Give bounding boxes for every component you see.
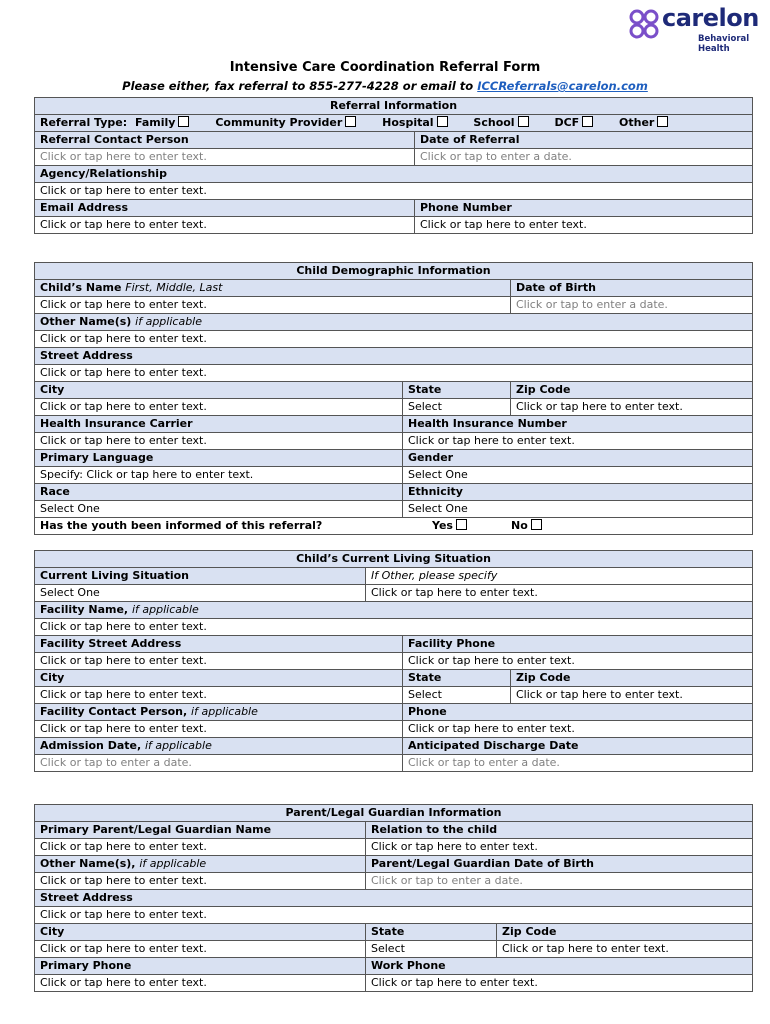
state-select[interactable]: Select bbox=[403, 399, 511, 416]
logo-wordmark: carelon bbox=[662, 4, 759, 32]
contact-person-input[interactable]: Click or tap here to enter text. bbox=[35, 149, 415, 166]
guardian-state-select[interactable]: Select bbox=[366, 941, 497, 958]
work-phone-label: Work Phone bbox=[366, 958, 753, 975]
informed-yes[interactable] bbox=[432, 518, 511, 534]
city-input[interactable]: Click or tap here to enter text. bbox=[35, 399, 403, 416]
city-label: City bbox=[35, 382, 403, 399]
label-text: Facility Contact Person, bbox=[40, 705, 188, 718]
guardian-name-input[interactable]: Click or tap here to enter text. bbox=[35, 839, 366, 856]
facility-name-label bbox=[35, 602, 753, 619]
checkbox-icon[interactable] bbox=[178, 116, 189, 127]
facility-zip-label: Zip Code bbox=[511, 670, 753, 687]
referral-type-family[interactable] bbox=[135, 115, 189, 131]
carelon-logo bbox=[628, 4, 768, 54]
email-label: Email Address bbox=[35, 200, 415, 217]
race-label: Race bbox=[35, 484, 403, 501]
zip-input[interactable]: Click or tap here to enter text. bbox=[511, 399, 753, 416]
email-input[interactable]: Click or tap here to enter text. bbox=[35, 217, 415, 234]
contact-phone-label: Phone bbox=[403, 704, 753, 721]
page-title: Intensive Care Coordination Referral Form bbox=[229, 60, 541, 75]
logo-subtitle: Behavioral Health bbox=[698, 34, 750, 54]
checkbox-icon[interactable] bbox=[582, 116, 593, 127]
primary-phone-input[interactable]: Click or tap here to enter text. bbox=[35, 975, 366, 992]
work-phone-input[interactable]: Click or tap here to enter text. bbox=[366, 975, 753, 992]
guardian-other-names-input[interactable]: Click or tap here to enter text. bbox=[35, 873, 366, 890]
child-dob-input[interactable]: Click or tap to enter a date. bbox=[511, 297, 753, 314]
primary-phone-label: Primary Phone bbox=[35, 958, 366, 975]
option-label: Yes bbox=[432, 519, 453, 532]
label-text: Facility Name, bbox=[40, 603, 129, 616]
facility-street-input[interactable]: Click or tap here to enter text. bbox=[35, 653, 403, 670]
section-heading: Parent/Legal Guardian Information bbox=[35, 805, 753, 822]
label-hint: First, Middle, Last bbox=[125, 281, 223, 294]
facility-street-label: Facility Street Address bbox=[35, 636, 403, 653]
relation-label: Relation to the child bbox=[366, 822, 753, 839]
child-name-label bbox=[35, 280, 511, 297]
discharge-date-input[interactable]: Click or tap to enter a date. bbox=[403, 755, 753, 772]
guardian-state-label: State bbox=[366, 924, 497, 941]
contact-phone-input[interactable]: Click or tap here to enter text. bbox=[403, 721, 753, 738]
admission-date-label bbox=[35, 738, 403, 755]
situation-label: Current Living Situation bbox=[35, 568, 366, 585]
referral-type-dcf[interactable] bbox=[554, 115, 593, 131]
gender-select[interactable]: Select One bbox=[403, 467, 753, 484]
phone-input[interactable]: Click or tap here to enter text. bbox=[415, 217, 753, 234]
guardian-name-label: Primary Parent/Legal Guardian Name bbox=[35, 822, 366, 839]
insurance-number-label: Health Insurance Number bbox=[403, 416, 753, 433]
checkbox-icon[interactable] bbox=[456, 519, 467, 530]
carelon-logo-mark-icon bbox=[628, 8, 660, 40]
date-of-referral-label: Date of Referral bbox=[415, 132, 753, 149]
other-names-label bbox=[35, 314, 753, 331]
option-label: DCF bbox=[554, 116, 580, 129]
facility-state-select[interactable]: Select bbox=[403, 687, 511, 704]
guardian-zip-input[interactable]: Click or tap here to enter text. bbox=[497, 941, 753, 958]
referral-type-other[interactable] bbox=[619, 115, 668, 131]
admission-date-input[interactable]: Click or tap to enter a date. bbox=[35, 755, 403, 772]
gender-label: Gender bbox=[403, 450, 753, 467]
situation-select[interactable]: Select One bbox=[35, 585, 366, 602]
referral-type-community-provider[interactable] bbox=[215, 115, 356, 131]
contact-person-label: Referral Contact Person bbox=[35, 132, 415, 149]
section-heading: Child Demographic Information bbox=[35, 263, 753, 280]
facility-name-input[interactable]: Click or tap here to enter text. bbox=[35, 619, 753, 636]
other-names-input[interactable]: Click or tap here to enter text. bbox=[35, 331, 753, 348]
section-heading: Child’s Current Living Situation bbox=[35, 551, 753, 568]
label-hint: if applicable bbox=[145, 739, 212, 752]
street-input[interactable]: Click or tap here to enter text. bbox=[35, 365, 753, 382]
label-text: Other Name(s), bbox=[40, 857, 136, 870]
checkbox-icon[interactable] bbox=[531, 519, 542, 530]
facility-zip-input[interactable]: Click or tap here to enter text. bbox=[511, 687, 753, 704]
child-name-input[interactable]: Click or tap here to enter text. bbox=[35, 297, 511, 314]
referral-email-link[interactable]: ICCReferrals@carelon.com bbox=[477, 79, 648, 93]
guardian-other-names-label bbox=[35, 856, 366, 873]
facility-city-input[interactable]: Click or tap here to enter text. bbox=[35, 687, 403, 704]
option-label: Other bbox=[619, 116, 655, 129]
agency-input[interactable]: Click or tap here to enter text. bbox=[35, 183, 753, 200]
referral-information-table bbox=[34, 97, 753, 234]
state-label: State bbox=[403, 382, 511, 399]
language-input[interactable]: Specify: Click or tap here to enter text. bbox=[35, 467, 403, 484]
option-label: Hospital bbox=[382, 116, 434, 129]
label-hint: if applicable bbox=[139, 857, 207, 870]
facility-phone-input[interactable]: Click or tap here to enter text. bbox=[403, 653, 753, 670]
section-heading: Referral Information bbox=[35, 98, 753, 115]
relation-input[interactable]: Click or tap here to enter text. bbox=[366, 839, 753, 856]
option-label: No bbox=[511, 519, 528, 532]
child-demographic-table bbox=[34, 262, 753, 535]
insurance-number-input[interactable]: Click or tap here to enter text. bbox=[403, 433, 753, 450]
insurance-carrier-label: Health Insurance Carrier bbox=[35, 416, 403, 433]
subtitle-text: Please either, fax referral to 855-277-4228 or email to bbox=[122, 79, 478, 93]
ethnicity-select[interactable]: Select One bbox=[403, 501, 753, 518]
date-of-referral-input[interactable]: Click or tap to enter a date. bbox=[415, 149, 753, 166]
ethnicity-label: Ethnicity bbox=[403, 484, 753, 501]
insurance-carrier-input[interactable]: Click or tap here to enter text. bbox=[35, 433, 403, 450]
guardian-information-table bbox=[34, 804, 753, 992]
facility-state-label: State bbox=[403, 670, 511, 687]
guardian-street-label: Street Address bbox=[35, 890, 753, 907]
facility-city-label: City bbox=[35, 670, 403, 687]
label-hint: if applicable bbox=[191, 705, 258, 718]
zip-label: Zip Code bbox=[511, 382, 753, 399]
race-select[interactable]: Select One bbox=[35, 501, 403, 518]
referral-type-label: Referral Type: bbox=[40, 116, 128, 129]
option-label: School bbox=[473, 116, 515, 129]
informed-question: Has the youth been informed of this referral? bbox=[40, 519, 323, 532]
guardian-dob-label: Parent/Legal Guardian Date of Birth bbox=[366, 856, 753, 873]
option-label: Community Provider bbox=[215, 116, 343, 129]
other-specify-input[interactable]: Click or tap here to enter text. bbox=[366, 585, 753, 602]
guardian-street-input[interactable]: Click or tap here to enter text. bbox=[35, 907, 753, 924]
facility-contact-input[interactable]: Click or tap here to enter text. bbox=[35, 721, 403, 738]
guardian-city-label: City bbox=[35, 924, 366, 941]
checkbox-icon[interactable] bbox=[437, 116, 448, 127]
street-label: Street Address bbox=[35, 348, 753, 365]
referral-type-school[interactable] bbox=[473, 115, 528, 131]
label-hint: if applicable bbox=[131, 603, 199, 616]
option-label: Family bbox=[135, 116, 176, 129]
label-hint: if applicable bbox=[135, 315, 202, 328]
checkbox-icon[interactable] bbox=[345, 116, 356, 127]
agency-label: Agency/Relationship bbox=[35, 166, 753, 183]
guardian-zip-label: Zip Code bbox=[497, 924, 753, 941]
guardian-dob-input[interactable]: Click or tap to enter a date. bbox=[366, 873, 753, 890]
referral-type-row bbox=[35, 115, 753, 132]
phone-label: Phone Number bbox=[415, 200, 753, 217]
referral-type-hospital[interactable] bbox=[382, 115, 447, 131]
informed-no[interactable] bbox=[511, 519, 542, 532]
living-situation-table bbox=[34, 550, 753, 772]
label-text: Other Name(s) bbox=[40, 315, 132, 328]
guardian-city-input[interactable]: Click or tap here to enter text. bbox=[35, 941, 366, 958]
child-dob-label: Date of Birth bbox=[511, 280, 753, 297]
checkbox-icon[interactable] bbox=[657, 116, 668, 127]
page-subtitle bbox=[0, 79, 770, 93]
label-text: Admission Date, bbox=[40, 739, 142, 752]
facility-contact-label bbox=[35, 704, 403, 721]
facility-phone-label: Facility Phone bbox=[403, 636, 753, 653]
informed-row bbox=[35, 518, 753, 535]
discharge-date-label: Anticipated Discharge Date bbox=[403, 738, 753, 755]
label-text: Child’s Name bbox=[40, 281, 122, 294]
other-specify-hint: If Other, please specify bbox=[366, 568, 753, 585]
language-label: Primary Language bbox=[35, 450, 403, 467]
checkbox-icon[interactable] bbox=[518, 116, 529, 127]
